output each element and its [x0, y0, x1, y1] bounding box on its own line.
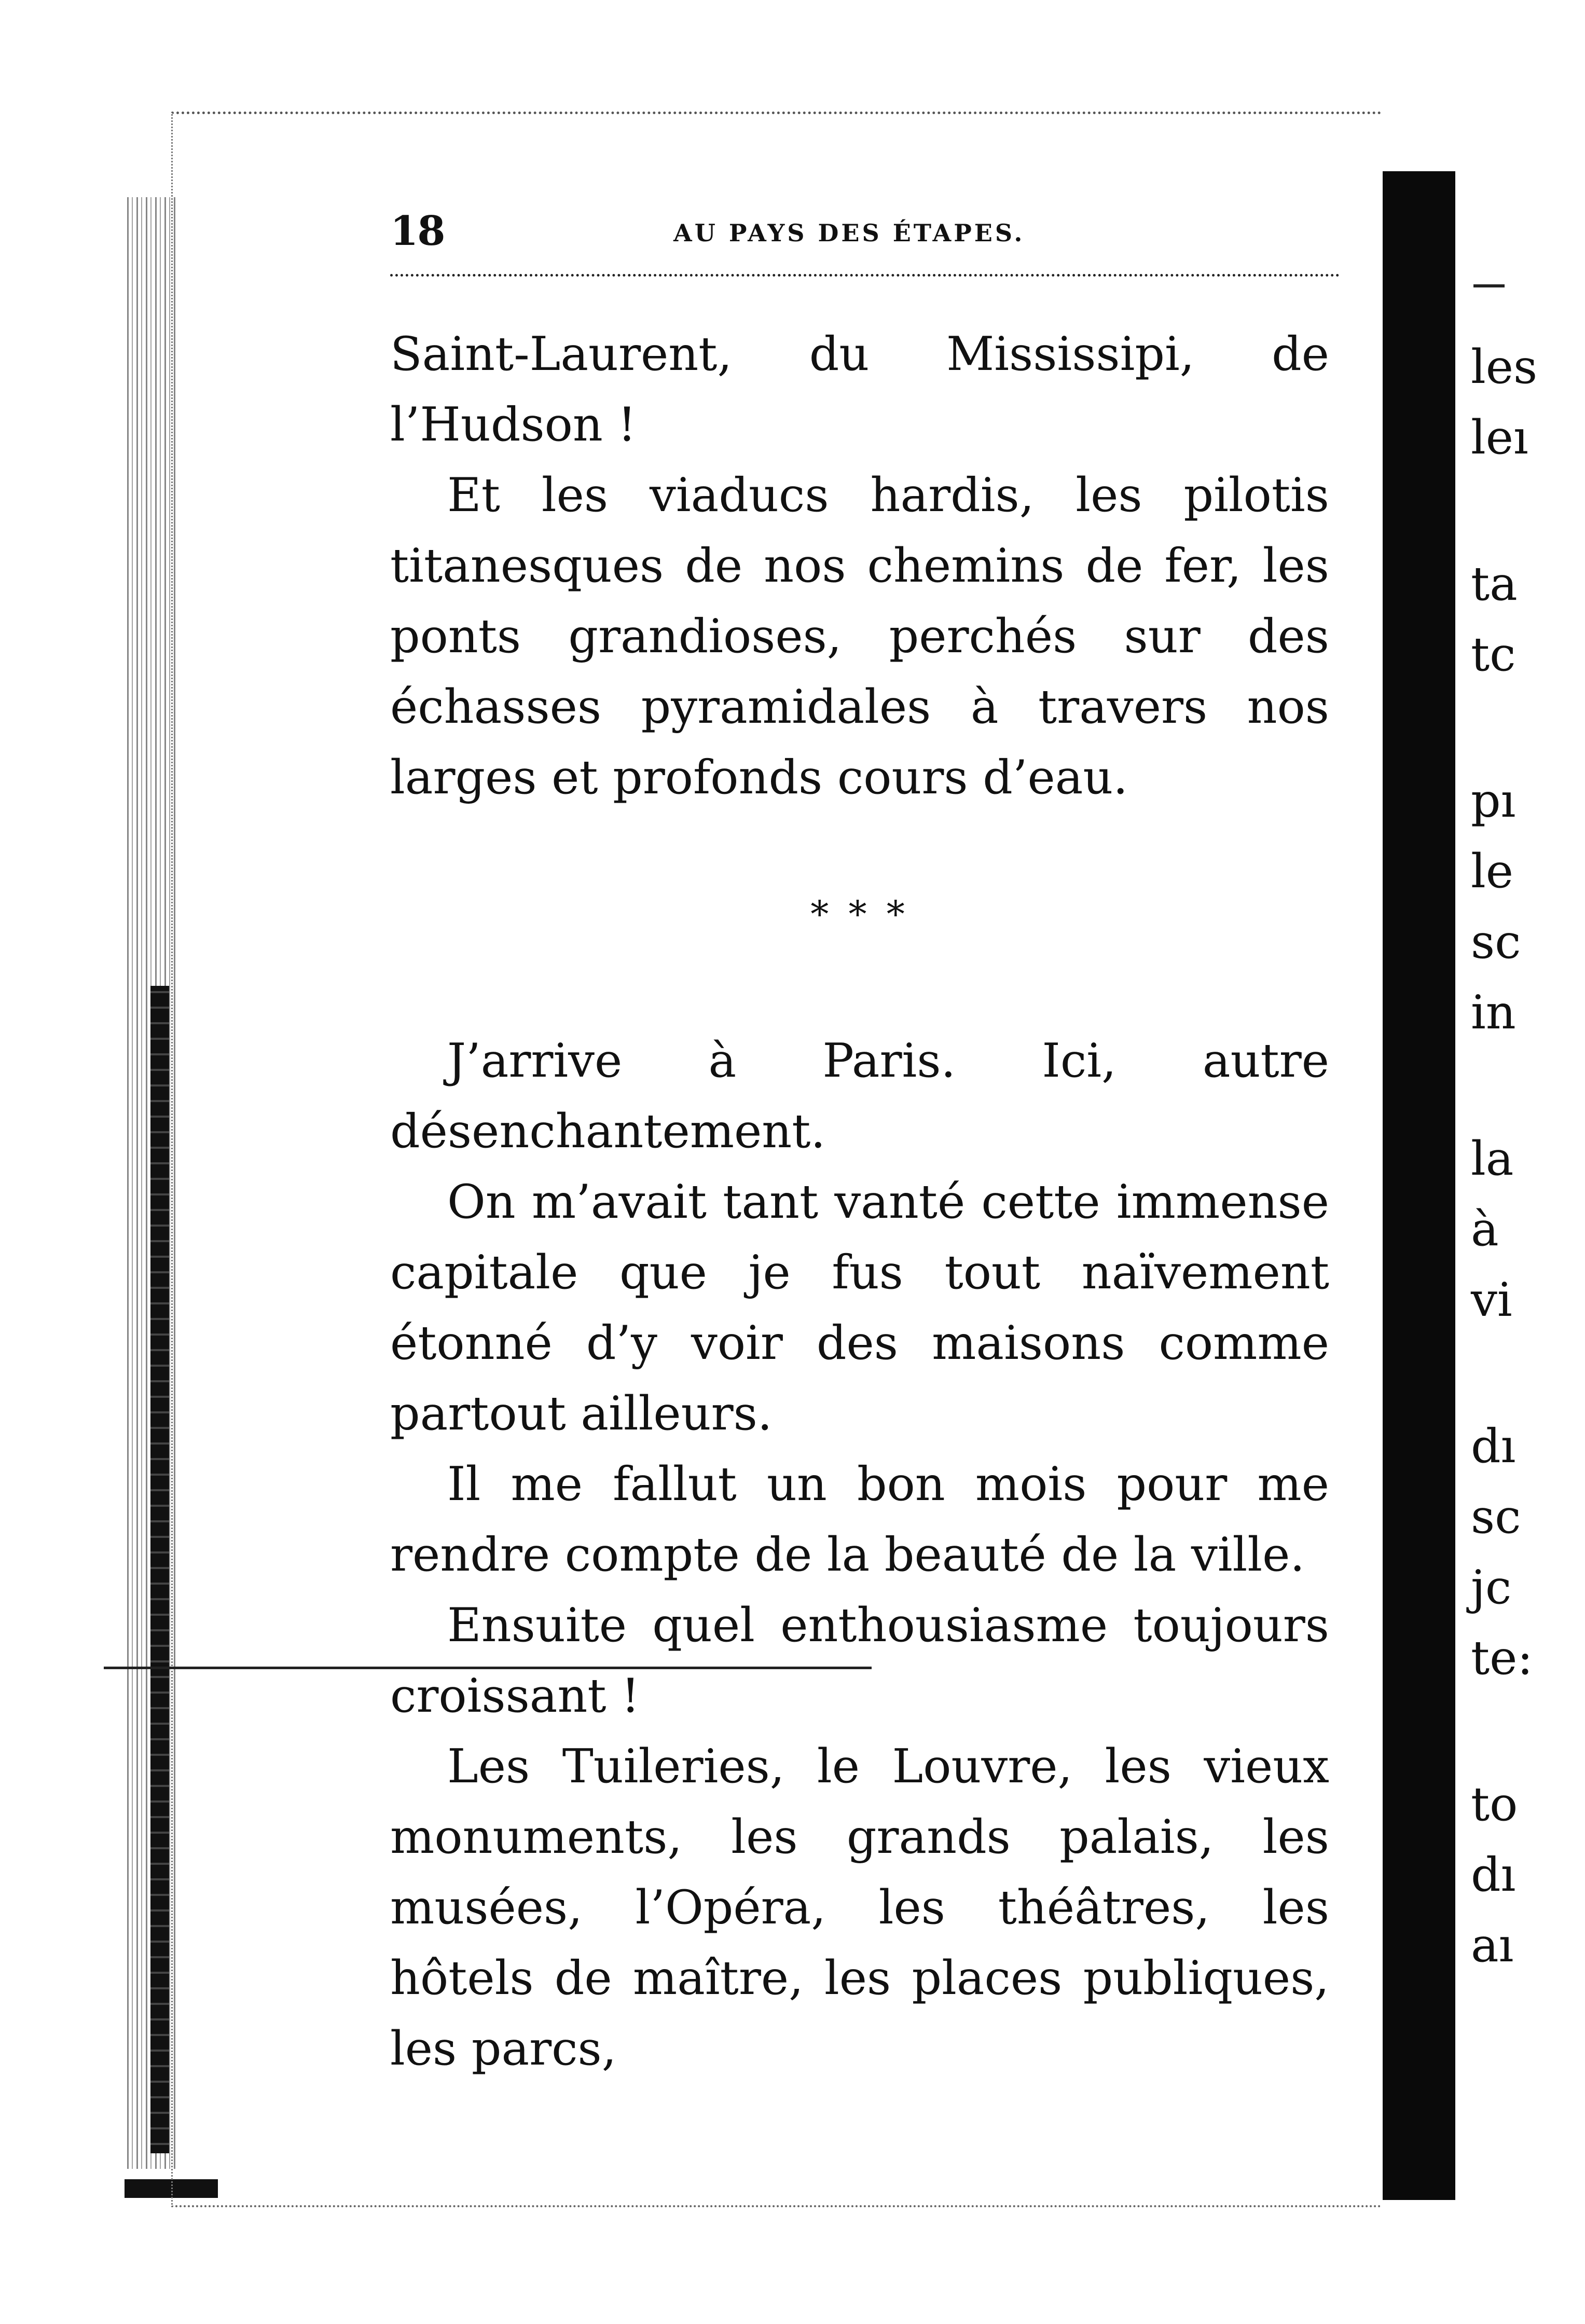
facing-fragment: jc — [1471, 1560, 1512, 1615]
paragraph: Et les viaducs hardis, les pilotis titanesques de nos chemins de fer, les ponts grandioses, perchés sur des échasses pyramidales à travers nos larges et profonds cours d’eau. — [390, 468, 1329, 805]
facing-fragment: sc — [1471, 915, 1521, 969]
facing-fragment: à — [1471, 1202, 1499, 1257]
page-header — [390, 208, 1340, 254]
facing-fragment: dı — [1471, 1848, 1516, 1902]
body-text — [390, 319, 1329, 2084]
paragraph: Ensuite quel enthousiasme toujours croissant ! — [390, 1598, 1329, 1723]
scan-binding-shadow — [150, 986, 169, 2153]
facing-fragment: tc — [1471, 627, 1516, 682]
facing-fragment: la — [1471, 1132, 1514, 1186]
scan-artifact-line — [104, 1667, 872, 1669]
running-head: AU PAYS DES ÉTAPES. — [673, 219, 1025, 247]
paragraph: Saint-Laurent, du Mississipi, de l’Hudson ! — [390, 327, 1329, 452]
facing-fragment: pı — [1471, 774, 1516, 828]
paragraph: J’arrive à Paris. Ici, autre désenchantement. — [390, 1034, 1329, 1159]
facing-fragment: les — [1471, 340, 1538, 394]
facing-fragment: leı — [1471, 410, 1528, 465]
scan-gutter-shadow — [1383, 171, 1455, 2200]
page-number: 18 — [390, 208, 445, 255]
facing-page-fragments — [1471, 0, 1564, 2324]
facing-fragment: to — [1471, 1777, 1518, 1832]
paragraph: Les Tuileries, le Louvre, les vieux monuments, les grands palais, les musées, l’Opéra, les théâtres, les hôtels de maître, les places publiques, les parcs, — [390, 1739, 1329, 2076]
facing-fragment: dı — [1471, 1419, 1516, 1474]
facing-fragment: aı — [1471, 1918, 1514, 1973]
facing-fragment: in — [1471, 985, 1516, 1040]
facing-fragment: sc — [1471, 1490, 1521, 1544]
facing-fragment: le — [1471, 844, 1514, 899]
paragraph: Il me fallut un bon mois pour me rendre compte de la beauté de la ville. — [390, 1457, 1329, 1582]
facing-fragment: ta — [1471, 557, 1518, 611]
header-rule — [390, 274, 1340, 277]
paragraph: On m’avait tant vanté cette immense capitale que je fus tout naïvement étonné d’y voir des maisons comme partout ailleurs. — [390, 1175, 1329, 1441]
section-separator: * * * — [810, 893, 909, 936]
facing-fragment: te: — [1471, 1631, 1533, 1685]
facing-fragment: vi — [1471, 1273, 1512, 1327]
